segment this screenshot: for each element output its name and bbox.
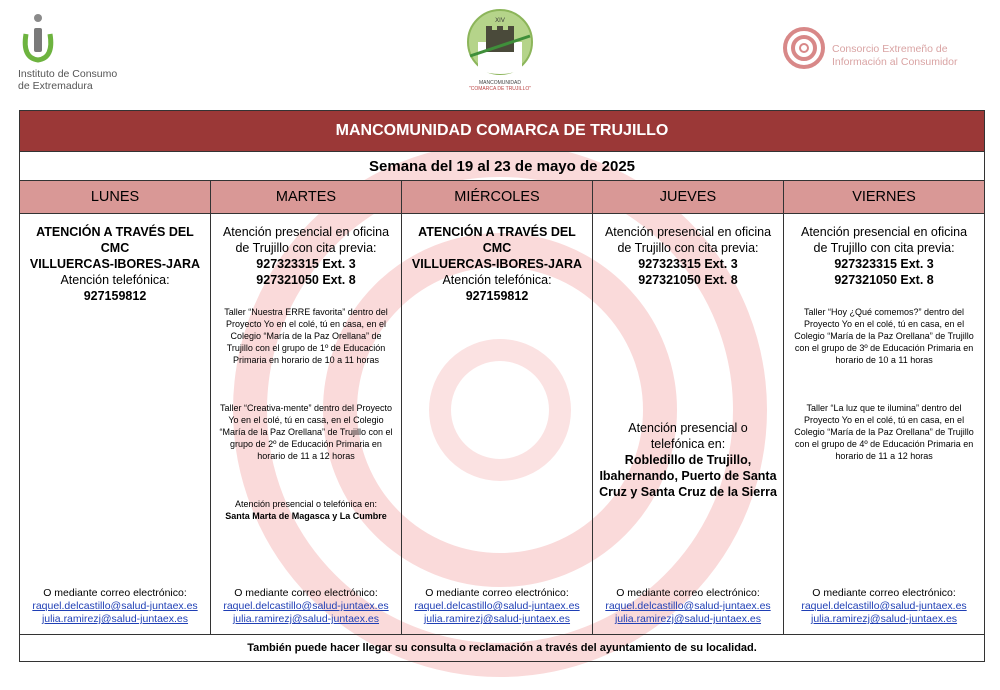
instituto-consumo-logo [18, 12, 178, 92]
email-label: O mediante correo electrónico: [616, 587, 760, 599]
center-logo-top: XIV [495, 18, 505, 24]
day-header-miercoles: MIÉRCOLES [402, 181, 593, 214]
email-label: O mediante correo electrónico: [43, 587, 187, 599]
email-link-julia[interactable]: julia.ramirezj@salud-juntaex.es [41, 613, 189, 625]
email-link-raquel[interactable]: raquel.delcastillo@salud-juntaex.es [223, 600, 389, 612]
oficina-line1: Atención presencial en oficina [800, 225, 968, 239]
oficina-phone1: 927323315 Ext. 3 [834, 257, 934, 271]
email-link-raquel[interactable]: raquel.delcastillo@salud-juntaex.es [32, 600, 198, 612]
martes-taller-1: Taller “Nuestra ERRE favorita” dentro del Proyecto Yo en el colé, tú en casa, en el Colegio “María de la Paz Orellana” de Trujillo con el grupo de 1º de Educación Primaria en horario de 10 a 11 horas [224, 307, 388, 365]
oficina-line1: Atención presencial en oficina [222, 225, 390, 239]
day-header-jueves: JUEVES [593, 181, 784, 214]
martes-extra-label: Atención presencial o telefónica en: [234, 499, 378, 509]
email-link-raquel[interactable]: raquel.delcastillo@salud-juntaex.es [605, 600, 771, 612]
center-logo-text-2: "COMARCA DE TRUJILLO" [468, 86, 532, 92]
oficina-phone2: 927321050 Ext. 8 [638, 273, 738, 287]
right-logo-text-2: Información al Consumidor [832, 56, 958, 68]
day-header-viernes: VIERNES [784, 181, 985, 214]
oficina-phone2: 927321050 Ext. 8 [256, 273, 356, 287]
cmc-line3: Atención telefónica: [60, 273, 170, 287]
oficina-line2: de Trujillo con cita previa: [235, 241, 377, 255]
jueves-extra-block [597, 420, 779, 500]
oficina-line2: de Trujillo con cita previa: [813, 241, 955, 255]
day-cell-jueves [593, 214, 784, 635]
email-label: O mediante correo electrónico: [812, 587, 956, 599]
mancomunidad-logo [445, 6, 555, 96]
email-block [786, 587, 982, 626]
viernes-taller-2: Taller “La luz que te ilumina” dentro del Proyecto Yo en el colé, tú en casa, en el Colegio “María de la Paz Orellana” de Trujillo con el grupo de 4º de Educación Primaria en horario de 11 a 12 horas [794, 403, 974, 461]
email-block [404, 587, 590, 626]
left-logo-text-2: de Extremadura [18, 80, 93, 92]
email-block [595, 587, 781, 626]
footer-note: También puede hacer llegar su consulta o reclamación a través del ayuntamiento de su localidad. [20, 635, 985, 662]
email-link-raquel[interactable]: raquel.delcastillo@salud-juntaex.es [801, 600, 967, 612]
instituto-logo-icon [18, 12, 58, 64]
center-logo-text-1: MANCOMUNIDAD [479, 80, 521, 86]
email-block [213, 587, 399, 626]
email-link-julia[interactable]: julia.ramirezj@salud-juntaex.es [232, 613, 380, 625]
cmc-block [406, 224, 588, 304]
email-block [22, 587, 208, 626]
day-header-martes: MARTES [211, 181, 402, 214]
cmc-block [24, 224, 206, 304]
right-logo-text-1: Consorcio Extremeño de [832, 43, 948, 55]
email-label: O mediante correo electrónico: [425, 587, 569, 599]
day-cell-miercoles [402, 214, 593, 635]
oficina-phone2: 927321050 Ext. 8 [834, 273, 934, 287]
email-link-julia[interactable]: julia.ramirezj@salud-juntaex.es [810, 613, 958, 625]
left-logo-text-1: Instituto de Consumo [18, 68, 118, 80]
schedule-table [19, 110, 985, 662]
oficina-block [597, 224, 779, 288]
cmc-line3: Atención telefónica: [442, 273, 552, 287]
email-link-julia[interactable]: julia.ramirezj@salud-juntaex.es [423, 613, 571, 625]
oficina-block [215, 224, 397, 288]
oficina-line2: de Trujillo con cita previa: [617, 241, 759, 255]
cmc-phone: 927159812 [83, 289, 147, 303]
cmc-line1: ATENCIÓN A TRAVÉS DEL CMC [418, 225, 576, 255]
mancomunidad-shield-icon [460, 6, 540, 78]
cmc-line2: VILLUERCAS-IBORES-JARA [411, 257, 583, 271]
day-cell-martes [211, 214, 402, 635]
email-link-julia[interactable]: julia.ramirezj@salud-juntaex.es [614, 613, 762, 625]
jueves-extra-places: Robledillo de Trujillo, Ibahernando, Puerto de Santa Cruz y Santa Cruz de la Sierra [599, 453, 777, 499]
cmc-line2: VILLUERCAS-IBORES-JARA [29, 257, 201, 271]
martes-extra-place: Santa Marta de Magasca y La Cumbre [225, 511, 387, 521]
day-cell-viernes [784, 214, 985, 635]
oficina-phone1: 927323315 Ext. 3 [256, 257, 356, 271]
cmc-phone: 927159812 [465, 289, 529, 303]
viernes-taller-1: Taller “Hoy ¿Qué comemos?” dentro del Proyecto Yo en el colé, tú en casa, en el Colegio “María de la Paz Orellana” de Trujillo con el grupo de 3º de Educación Primaria en horario de 10 a 11 horas [794, 307, 974, 365]
email-label: O mediante correo electrónico: [234, 587, 378, 599]
email-link-raquel[interactable]: raquel.delcastillo@salud-juntaex.es [414, 600, 580, 612]
day-cell-lunes [20, 214, 211, 635]
cmc-line1: ATENCIÓN A TRAVÉS DEL CMC [36, 225, 194, 255]
consorcio-logo [782, 26, 982, 86]
oficina-line1: Atención presencial en oficina [604, 225, 772, 239]
jueves-extra-line2: telefónica en: [650, 437, 726, 451]
week-heading: Semana del 19 al 23 de mayo de 2025 [20, 152, 985, 181]
oficina-phone1: 927323315 Ext. 3 [638, 257, 738, 271]
martes-taller-2: Taller “Creativa-mente” dentro del Proyecto Yo en el colé, tú en casa, en el Colegio “María de la Paz Orellana” de Trujillo con el grupo de 2º de Educación Primaria en horario de 11 a 12 horas [219, 403, 393, 461]
day-header-lunes: LUNES [20, 181, 211, 214]
table-title: MANCOMUNIDAD COMARCA DE TRUJILLO [20, 111, 985, 152]
oficina-block [788, 224, 980, 288]
consorcio-logo-icon [782, 26, 826, 70]
jueves-extra-line1: Atención presencial o [628, 421, 748, 435]
